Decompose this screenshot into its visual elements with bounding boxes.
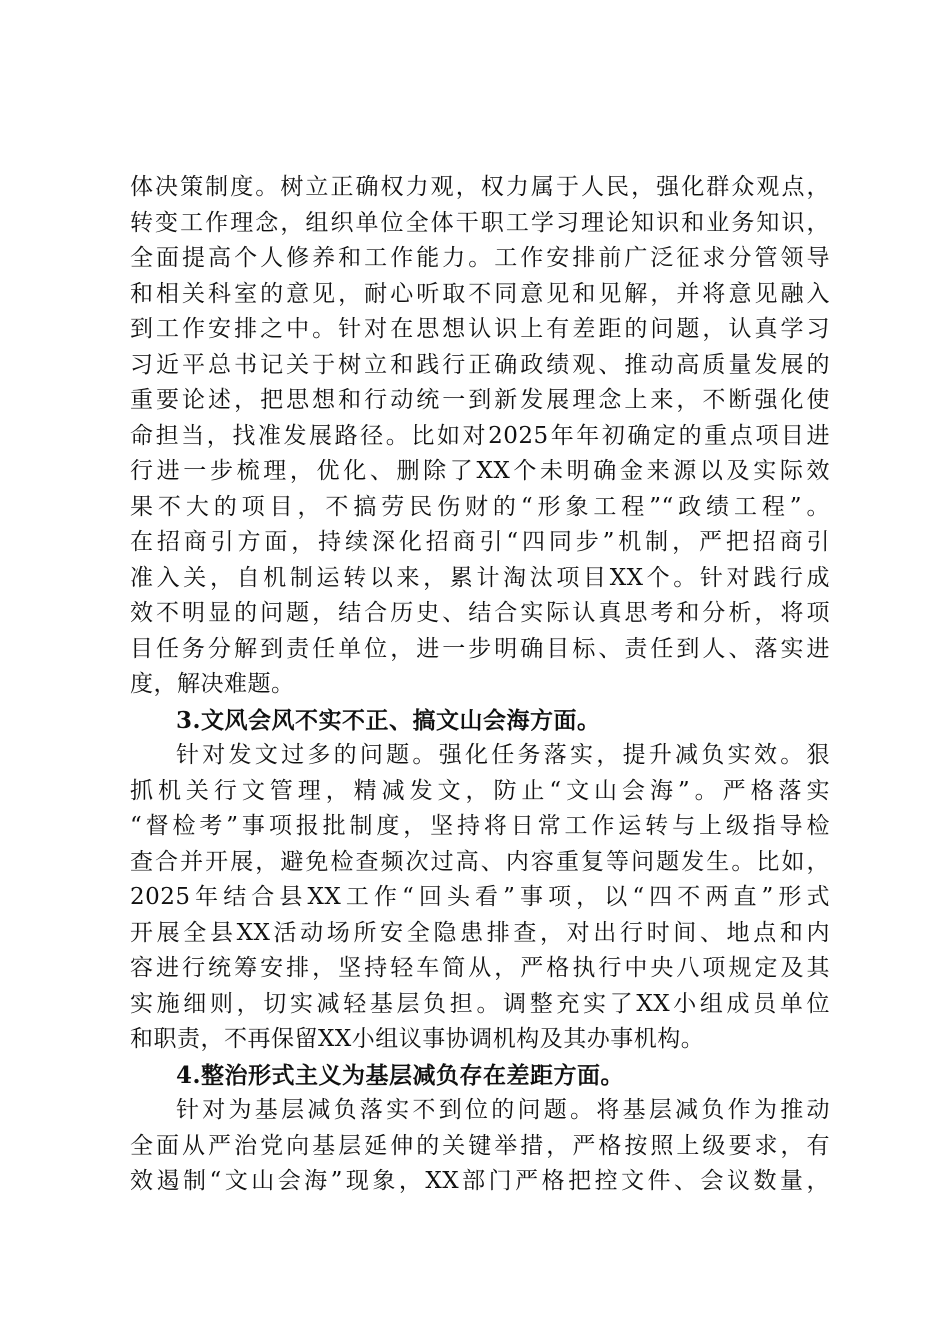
text-line: 重要论述，把思想和行动统一到新发展理念上来，不断强化使 — [130, 387, 830, 413]
text-line: 体决策制度。树立正确权力观，权力属于人民，强化群众观点， — [130, 174, 830, 200]
text-line: 抓机关行文管理，精减发文，防止“文山会海”。严格落实 — [130, 777, 830, 804]
text-line: 开展全县XX活动场所安全隐患排查，对出行时间、地点和内 — [130, 919, 830, 946]
text-line: 到工作安排之中。针对在思想认识上有差距的问题，认真学习 — [130, 316, 830, 342]
text-line: 和相关科室的意见，耐心听取不同意见和见解，并将意见融入 — [130, 280, 830, 307]
text-line: 转变工作理念，组织单位全体干职工学习理论知识和业务知识， — [130, 209, 830, 236]
text-line: 习近平总书记关于树立和践行正确政绩观、推动高质量发展的 — [130, 351, 830, 378]
heading-text: 3.文风会风不实不正、搞文山会海方面。 — [176, 706, 601, 734]
body-paragraph — [130, 170, 830, 703]
text-line: 和职责，不再保留XX小组议事协调机构及其办事机构。 — [130, 1026, 705, 1052]
text-line: “督检考”事项报批制度，坚持将日常工作运转与上级指导检 — [130, 813, 830, 839]
text-line: 行进一步梳理，优化、删除了XX个未明确金来源以及实际效 — [130, 458, 830, 484]
text-line: 在招商引方面，持续深化招商引“四同步”机制，严把招商引 — [130, 529, 830, 555]
text-line: 针对为基层减负落实不到位的问题。将基层减负作为推动 — [176, 1097, 830, 1123]
body-paragraph — [130, 1093, 830, 1200]
text-line: 度，解决难题。 — [130, 671, 295, 697]
text-line: 效不明显的问题，结合历史、结合实际认真思考和分析，将项 — [130, 600, 830, 626]
document-body — [130, 170, 830, 1200]
text-line: 果不大的项目，不搞劳民伤财的“形象工程”“政绩工程”。 — [130, 493, 830, 520]
text-line: 查合并开展，避免检查频次过高、内容重复等问题发生。比如， — [130, 848, 830, 875]
text-line: 针对发文过多的问题。强化任务落实，提升减负实效。狠 — [176, 742, 830, 768]
text-line: 全面从严治党向基层延伸的关键举措，严格按照上级要求，有 — [130, 1132, 830, 1159]
text-line: 准入关，自机制运转以来，累计淘汰项目XX个。针对践行成 — [130, 564, 830, 591]
body-paragraph — [130, 738, 830, 1058]
text-line: 命担当，找准发展路径。比如对2025年年初确定的重点项目进 — [130, 422, 830, 449]
text-line: 效遏制“文山会海”现象，XX部门严格把控文件、会议数量， — [130, 1168, 830, 1194]
text-line: 目任务分解到责任单位，进一步明确目标、责任到人、落实进 — [130, 635, 830, 662]
section-heading — [130, 703, 830, 739]
heading-text: 4.整治形式主义为基层减负存在差距方面。 — [176, 1061, 625, 1089]
text-line: 全面提高个人修养和工作能力。工作安排前广泛征求分管领导 — [130, 245, 830, 271]
text-line: 实施细则，切实减轻基层负担。调整充实了XX小组成员单位 — [130, 990, 830, 1017]
text-line: 2025年结合县XX工作“回头看”事项，以“四不两直”形式 — [130, 884, 830, 910]
section-heading — [130, 1058, 830, 1094]
text-line: 容进行统筹安排，坚持轻车简从，严格执行中央八项规定及其 — [130, 955, 830, 981]
